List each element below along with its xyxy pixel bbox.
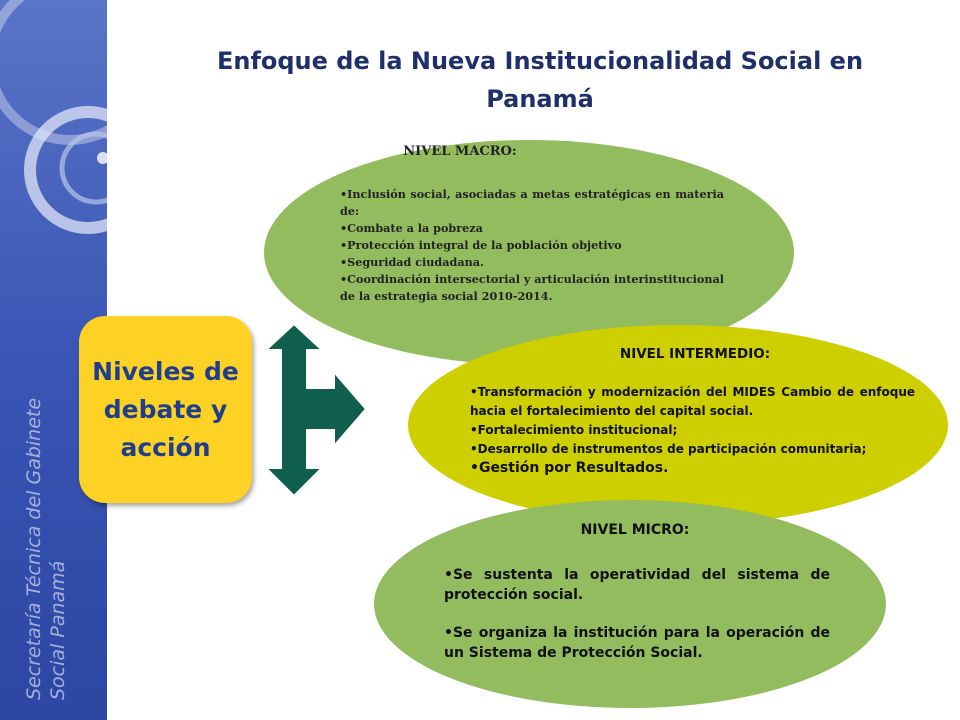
branch-arrow-icon	[262, 322, 372, 498]
intermediate-level-heading: NIVEL INTERMEDIO:	[619, 346, 771, 362]
micro-level-heading: NIVEL MICRO:	[580, 522, 690, 538]
list-item: •Se sustenta la operatividad del sistema de protección social.	[444, 567, 830, 603]
list-item: •Seguridad ciudadana.	[340, 255, 484, 269]
macro-level-heading: NIVEL MACRO:	[403, 144, 517, 159]
macro-level-list	[340, 186, 724, 305]
levels-box	[79, 316, 252, 503]
page-title: Enfoque de la Nueva Institucionalidad Social en Panamá	[216, 47, 864, 113]
intermediate-level-list	[470, 383, 915, 478]
list-item: •Desarrollo de instrumentos de participación comunitaria;	[470, 442, 867, 456]
list-item: •Coordinación intersectorial y articulación interinstitucional de la estrategia social 2010-2014.	[340, 272, 724, 303]
list-item: •Se organiza la institución para la operación de un Sistema de Protección Social.	[444, 625, 830, 661]
list-item: •Combate a la pobreza	[340, 221, 483, 235]
list-item: •Protección integral de la población objetivo	[340, 238, 622, 252]
sidebar-caption: Secretaría Técnica del Gabinete Social Panamá	[23, 397, 69, 700]
micro-level-list	[444, 565, 830, 663]
list-item: •Fortalecimiento institucional;	[470, 423, 678, 437]
list-item: •Gestión por Resultados.	[470, 460, 669, 476]
levels-box-label: Niveles de debate y acción	[92, 356, 239, 462]
list-item: •Inclusión social, asociadas a metas estratégicas en materia de:	[340, 187, 724, 218]
list-item: •Transformación y modernización del MIDES Cambio de enfoque hacia el fortalecimiento del capital social.	[470, 385, 915, 418]
